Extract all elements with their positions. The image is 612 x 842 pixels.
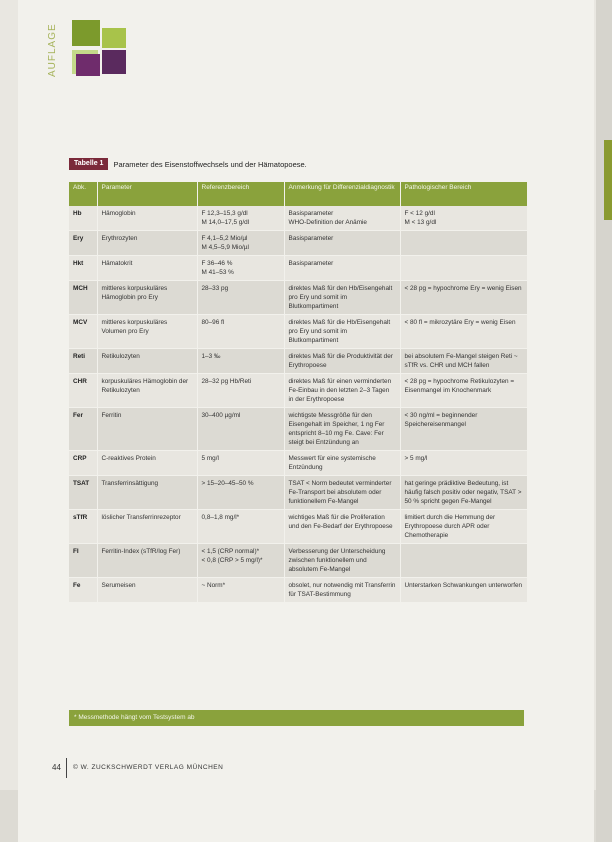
note-cell: Basisparameter: [284, 256, 400, 281]
parameter-cell: Retikulozyten: [97, 349, 197, 374]
pathological-cell: > 5 mg/l: [400, 451, 527, 476]
pathological-cell: hat geringe prädiktive Bedeutung, ist häufig falsch positiv oder negativ, TSAT > 50 % spricht gegen Fe-Mangel: [400, 476, 527, 510]
spine-tab-lower: [604, 190, 612, 220]
parameter-cell: korpuskuläres Hämoglobin der Retikulozyten: [97, 374, 197, 408]
abbreviation-cell: Reti: [69, 349, 97, 374]
parameter-cell: Ferritin-Index (sTfR/log Fer): [97, 544, 197, 578]
reference-cell: ~ Norm*: [197, 578, 284, 603]
table-row: [69, 256, 527, 281]
table-row: [69, 451, 527, 476]
parameter-cell: Transferrinsättigung: [97, 476, 197, 510]
abbreviation-cell: MCV: [69, 315, 97, 349]
note-cell: direktes Maß für einen verminderten Fe-Einbau in den letzten 2–3 Tagen in der Erythropoese: [284, 374, 400, 408]
table-row: [69, 315, 527, 349]
table-row: [69, 231, 527, 256]
column-header: Referenzbereich: [197, 182, 284, 206]
pathological-cell: [400, 544, 527, 578]
pathological-cell: < 80 fl = mikrozytäre Ery = wenig Eisen: [400, 315, 527, 349]
note-cell: wichtiges Maß für die Proliferation und den Fe-Bedarf der Erythropoese: [284, 510, 400, 544]
table-row: [69, 476, 527, 510]
reference-cell: F 36–46 % M 41–53 %: [197, 256, 284, 281]
reference-cell: 5 mg/l: [197, 451, 284, 476]
note-cell: Messwert für eine systemische Entzündung: [284, 451, 400, 476]
pathological-cell: < 28 pg = hypochrome Retikulozyten = Eisenmangel im Knochenmark: [400, 374, 527, 408]
page-number: 44: [52, 763, 61, 772]
pathological-cell: < 30 ng/ml = beginnender Speichereisenmangel: [400, 408, 527, 451]
parameter-cell: Erythrozyten: [97, 231, 197, 256]
abbreviation-cell: Fe: [69, 578, 97, 603]
parameter-cell: Ferritin: [97, 408, 197, 451]
reference-cell: 28–32 pg Hb/Reti: [197, 374, 284, 408]
logo-square: [102, 28, 126, 48]
abbreviation-cell: sTfR: [69, 510, 97, 544]
reference-cell: 30–400 µg/ml: [197, 408, 284, 451]
note-cell: direktes Maß für die Hb/Eisengehalt pro Ery und somit im Blutkompartiment: [284, 315, 400, 349]
column-header: Abk.: [69, 182, 97, 206]
abbreviation-cell: Hkt: [69, 256, 97, 281]
table-row: [69, 578, 527, 603]
table-row: [69, 374, 527, 408]
pathological-cell: [400, 231, 527, 256]
column-header: Pathologischer Bereich: [400, 182, 527, 206]
note-cell: Verbesserung der Unterscheidung zwischen funktionellem und absolutem Fe-Mangel: [284, 544, 400, 578]
pathological-cell: < 28 pg = hypochrome Ery = wenig Eisen: [400, 281, 527, 315]
table-row: [69, 349, 527, 374]
table-footnote: * Messmethode hängt vom Testsystem ab: [69, 710, 524, 726]
table-row: [69, 408, 527, 451]
table-row: [69, 510, 527, 544]
abbreviation-cell: CHR: [69, 374, 97, 408]
column-header: Parameter: [97, 182, 197, 206]
parameter-cell: Hämatokrit: [97, 256, 197, 281]
reference-cell: > 15–20–45–50 %: [197, 476, 284, 510]
publisher-line: © W. ZUCKSCHWERDT VERLAG MÜNCHEN: [73, 764, 224, 771]
reference-cell: 28–33 pg: [197, 281, 284, 315]
parameter-cell: mittleres korpuskuläres Hämoglobin pro Ery: [97, 281, 197, 315]
note-cell: TSAT < Norm bedeutet verminderter Fe-Transport bei absolutem oder funktionellem Fe-Mangel: [284, 476, 400, 510]
abbreviation-cell: Fer: [69, 408, 97, 451]
table-row: [69, 206, 527, 231]
pathological-cell: F < 12 g/dl M < 13 g/dl: [400, 206, 527, 231]
reference-cell: 0,8–1,8 mg/l*: [197, 510, 284, 544]
column-header: Anmerkung für Differenzialdiagnostik: [284, 182, 400, 206]
note-cell: direktes Maß für die Produktivität der Erythropoese: [284, 349, 400, 374]
note-cell: Basisparameter WHO-Definition der Anämie: [284, 206, 400, 231]
parameter-cell: Serumeisen: [97, 578, 197, 603]
abbreviation-cell: FI: [69, 544, 97, 578]
abbreviation-cell: MCH: [69, 281, 97, 315]
parameter-cell: löslicher Transferrinrezeptor: [97, 510, 197, 544]
parameter-table: [69, 182, 528, 603]
logo-square: [102, 50, 126, 74]
note-cell: obsolet, nur notwendig mit Transferrin für TSAT-Bestimmung: [284, 578, 400, 603]
table-caption-text: Parameter des Eisenstoffwechsels und der Hämatopoese.: [113, 159, 307, 169]
parameter-cell: Hämoglobin: [97, 206, 197, 231]
pathological-cell: limitiert durch die Hemmung der Erythropoese durch APR oder Chemotherapie: [400, 510, 527, 544]
table-caption-tag: Tabelle 1: [69, 158, 108, 170]
pathological-cell: Unterstarken Schwankungen unterworfen: [400, 578, 527, 603]
pathological-cell: bei absolutem Fe-Mangel steigen Reti ~ sTfR vs. CHR und MCH fallen: [400, 349, 527, 374]
abbreviation-cell: TSAT: [69, 476, 97, 510]
parameter-cell: C-reaktives Protein: [97, 451, 197, 476]
reference-cell: F 4,1–5,2 Mio/µl M 4,5–5,9 Mio/µl: [197, 231, 284, 256]
note-cell: direktes Maß für den Hb/Eisengehalt pro Ery und somit im Blutkompartiment: [284, 281, 400, 315]
logo-square: [76, 54, 100, 76]
parameter-cell: mittleres korpuskuläres Volumen pro Ery: [97, 315, 197, 349]
note-cell: wichtigste Messgröße für den Eisengehalt im Speicher, 1 ng Fer entspricht 8–10 mg Fe. Cave: Fer steigt bei Entzündung an: [284, 408, 400, 451]
reference-cell: < 1,5 (CRP normal)* < 0,8 (CRP > 5 mg/l)*: [197, 544, 284, 578]
table-row: [69, 544, 527, 578]
note-cell: Basisparameter: [284, 231, 400, 256]
table-caption: [69, 158, 307, 170]
reference-cell: 1–3 ‰: [197, 349, 284, 374]
table-row: [69, 281, 527, 315]
pathological-cell: [400, 256, 527, 281]
reference-cell: F 12,3–15,3 g/dl M 14,0–17,5 g/dl: [197, 206, 284, 231]
page-number-divider: [66, 758, 67, 778]
page-spine: [596, 0, 612, 842]
abbreviation-cell: Ery: [69, 231, 97, 256]
spine-tab: [604, 140, 612, 190]
abbreviation-cell: Hb: [69, 206, 97, 231]
side-label: AUFLAGE: [47, 23, 58, 77]
table-header-row: [69, 182, 527, 206]
reference-cell: 80–96 fl: [197, 315, 284, 349]
abbreviation-cell: CRP: [69, 451, 97, 476]
logo-square: [72, 20, 100, 46]
